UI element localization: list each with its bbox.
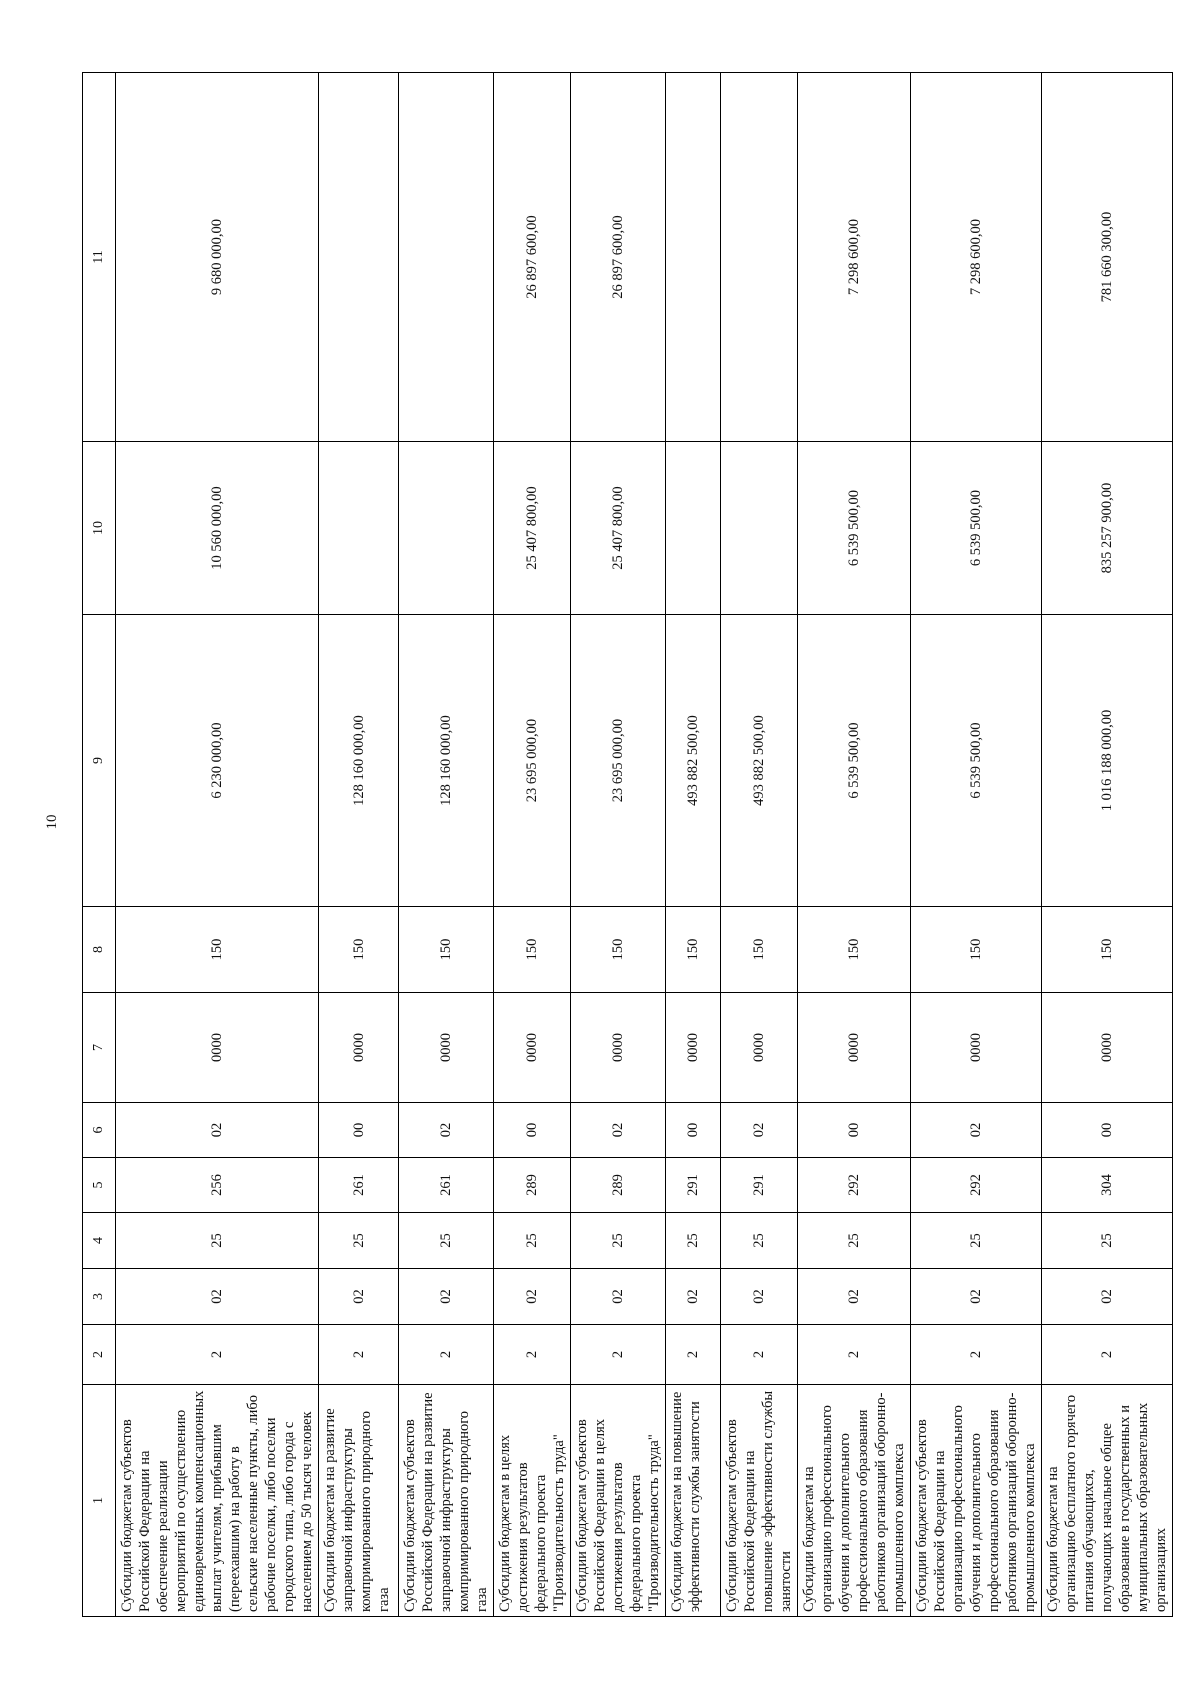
cell-c7: 0000 [721,993,798,1103]
cell-c6: 02 [399,1103,494,1158]
cell-c5: 289 [494,1158,571,1213]
column-header: 4 [83,1213,116,1269]
cell-c2: 2 [319,1325,399,1385]
page-number: 10 [44,814,60,830]
cell-c4: 25 [494,1213,571,1269]
cell-amount-10: 6 539 500,00 [911,442,1042,615]
column-header: 8 [83,907,116,993]
table-row [571,73,666,1617]
row-description: Субсидии бюджетам субъектов Российской Федерации на развитие заправочной инфраструктуры компримированного природного газа [399,1385,494,1617]
row-description: Субсидии бюджетам субъектов Российской Федерации на повышение эффективности службы занятости [721,1385,798,1617]
cell-c5: 304 [1042,1158,1173,1213]
cell-c2: 2 [571,1325,666,1385]
cell-c8: 150 [494,907,571,993]
cell-amount-9: 23 695 000,00 [494,615,571,907]
cell-amount-11 [721,73,798,442]
column-header: 1 [83,1385,116,1617]
cell-c8: 150 [116,907,319,993]
cell-c8: 150 [399,907,494,993]
cell-c3: 02 [116,1269,319,1325]
cell-amount-10 [399,442,494,615]
table-row [911,73,1042,1617]
cell-amount-10: 25 407 800,00 [571,442,666,615]
cell-c4: 25 [116,1213,319,1269]
column-header: 3 [83,1269,116,1325]
cell-c3: 02 [571,1269,666,1325]
cell-c6: 00 [666,1103,721,1158]
cell-c4: 25 [399,1213,494,1269]
cell-c3: 02 [798,1269,911,1325]
cell-c3: 02 [721,1269,798,1325]
cell-c4: 25 [1042,1213,1173,1269]
table-row [116,73,319,1617]
cell-c8: 150 [911,907,1042,993]
cell-c6: 02 [911,1103,1042,1158]
column-header: 9 [83,615,116,907]
cell-amount-11: 781 660 300,00 [1042,73,1173,442]
cell-c6: 00 [1042,1103,1173,1158]
cell-amount-11: 7 298 600,00 [911,73,1042,442]
cell-c6: 00 [494,1103,571,1158]
cell-c7: 0000 [494,993,571,1103]
cell-amount-9: 493 882 500,00 [721,615,798,907]
cell-c2: 2 [721,1325,798,1385]
cell-amount-11: 26 897 600,00 [571,73,666,442]
cell-c4: 25 [666,1213,721,1269]
cell-amount-10 [666,442,721,615]
cell-amount-10 [319,442,399,615]
row-description: Субсидии бюджетам на повышение эффективности службы занятости [666,1385,721,1617]
cell-amount-11: 9 680 000,00 [116,73,319,442]
cell-c4: 25 [911,1213,1042,1269]
cell-c7: 0000 [399,993,494,1103]
cell-amount-9: 128 160 000,00 [319,615,399,907]
cell-c6: 00 [319,1103,399,1158]
cell-c5: 292 [798,1158,911,1213]
cell-c4: 25 [319,1213,399,1269]
row-description: Субсидии бюджетам субъектов Российской Федерации в целях достижения результатов федерального проекта "Производительность труда" [571,1385,666,1617]
cell-amount-9: 6 230 000,00 [116,615,319,907]
cell-c3: 02 [494,1269,571,1325]
cell-c7: 0000 [798,993,911,1103]
cell-c2: 2 [911,1325,1042,1385]
column-header: 5 [83,1158,116,1213]
cell-amount-11: 26 897 600,00 [494,73,571,442]
cell-c2: 2 [1042,1325,1173,1385]
cell-c4: 25 [798,1213,911,1269]
cell-c5: 291 [721,1158,798,1213]
cell-c5: 292 [911,1158,1042,1213]
cell-c3: 02 [1042,1269,1173,1325]
cell-c6: 02 [571,1103,666,1158]
cell-c4: 25 [721,1213,798,1269]
column-header: 2 [83,1325,116,1385]
table-row [666,73,721,1617]
cell-c2: 2 [798,1325,911,1385]
cell-c3: 02 [319,1269,399,1325]
cell-c3: 02 [399,1269,494,1325]
budget-table-container [82,73,1169,1617]
cell-amount-11 [666,73,721,442]
cell-amount-10: 835 257 900,00 [1042,442,1173,615]
cell-c2: 2 [494,1325,571,1385]
table-row [319,73,399,1617]
cell-c2: 2 [399,1325,494,1385]
cell-c4: 25 [571,1213,666,1269]
cell-c8: 150 [1042,907,1173,993]
cell-amount-9: 493 882 500,00 [666,615,721,907]
column-header: 7 [83,993,116,1103]
row-description: Субсидии бюджетам в целях достижения результатов федерального проекта "Производительность труда" [494,1385,571,1617]
row-description: Субсидии бюджетам субъектов Российской Федерации на организацию профессионального обучения и дополнительного профессионального образования работников организаций оборонно-промышленного комплекса [911,1385,1042,1617]
column-header: 6 [83,1103,116,1158]
cell-c8: 150 [721,907,798,993]
column-header: 11 [83,73,116,442]
cell-amount-9: 1 016 188 000,00 [1042,615,1173,907]
cell-c7: 0000 [911,993,1042,1103]
cell-amount-9: 128 160 000,00 [399,615,494,907]
cell-amount-10: 25 407 800,00 [494,442,571,615]
table-row [494,73,571,1617]
table-row [399,73,494,1617]
row-description: Субсидии бюджетам на развитие заправочной инфраструктуры компримированного природного газа [319,1385,399,1617]
cell-c2: 2 [666,1325,721,1385]
cell-c2: 2 [116,1325,319,1385]
cell-c8: 150 [798,907,911,993]
cell-c5: 291 [666,1158,721,1213]
cell-c7: 0000 [666,993,721,1103]
row-description: Субсидии бюджетам субъектов Российской Федерации на обеспечение реализации мероприятий по осуществлению единовременных компенсационных выплат учителям, прибывшим (переехавшим) на работу в сельские населенные пункты, либо рабочие поселки, либо поселки городского типа, либо города с населением до 50 тысяч человек [116,1385,319,1617]
cell-amount-10: 6 539 500,00 [798,442,911,615]
cell-c5: 261 [399,1158,494,1213]
cell-c5: 261 [319,1158,399,1213]
cell-c5: 256 [116,1158,319,1213]
cell-amount-11 [399,73,494,442]
cell-c6: 02 [116,1103,319,1158]
cell-c7: 0000 [1042,993,1173,1103]
cell-c3: 02 [911,1269,1042,1325]
column-header: 10 [83,442,116,615]
cell-amount-10: 10 560 000,00 [116,442,319,615]
row-description: Субсидии бюджетам на организацию бесплатного горячего питания обучающихся, получающих начальное общее образование в государственных и муниципальных образовательных организациях [1042,1385,1173,1617]
table-row [798,73,911,1617]
cell-amount-9: 6 539 500,00 [911,615,1042,907]
cell-amount-9: 6 539 500,00 [798,615,911,907]
table-row [1042,73,1173,1617]
cell-amount-11 [319,73,399,442]
cell-c7: 0000 [116,993,319,1103]
budget-table [82,72,1173,1617]
cell-c3: 02 [666,1269,721,1325]
cell-c8: 150 [666,907,721,993]
cell-amount-11: 7 298 600,00 [798,73,911,442]
table-row [721,73,798,1617]
cell-c7: 0000 [571,993,666,1103]
cell-c6: 02 [721,1103,798,1158]
cell-c6: 00 [798,1103,911,1158]
cell-c8: 150 [319,907,399,993]
cell-amount-9: 23 695 000,00 [571,615,666,907]
cell-c8: 150 [571,907,666,993]
cell-amount-10 [721,442,798,615]
cell-c7: 0000 [319,993,399,1103]
cell-c5: 289 [571,1158,666,1213]
header-row [83,73,116,1617]
row-description: Субсидии бюджетам на организацию профессионального обучения и дополнительного профессионального образования работников организаций оборонно-промышленного комплекса [798,1385,911,1617]
